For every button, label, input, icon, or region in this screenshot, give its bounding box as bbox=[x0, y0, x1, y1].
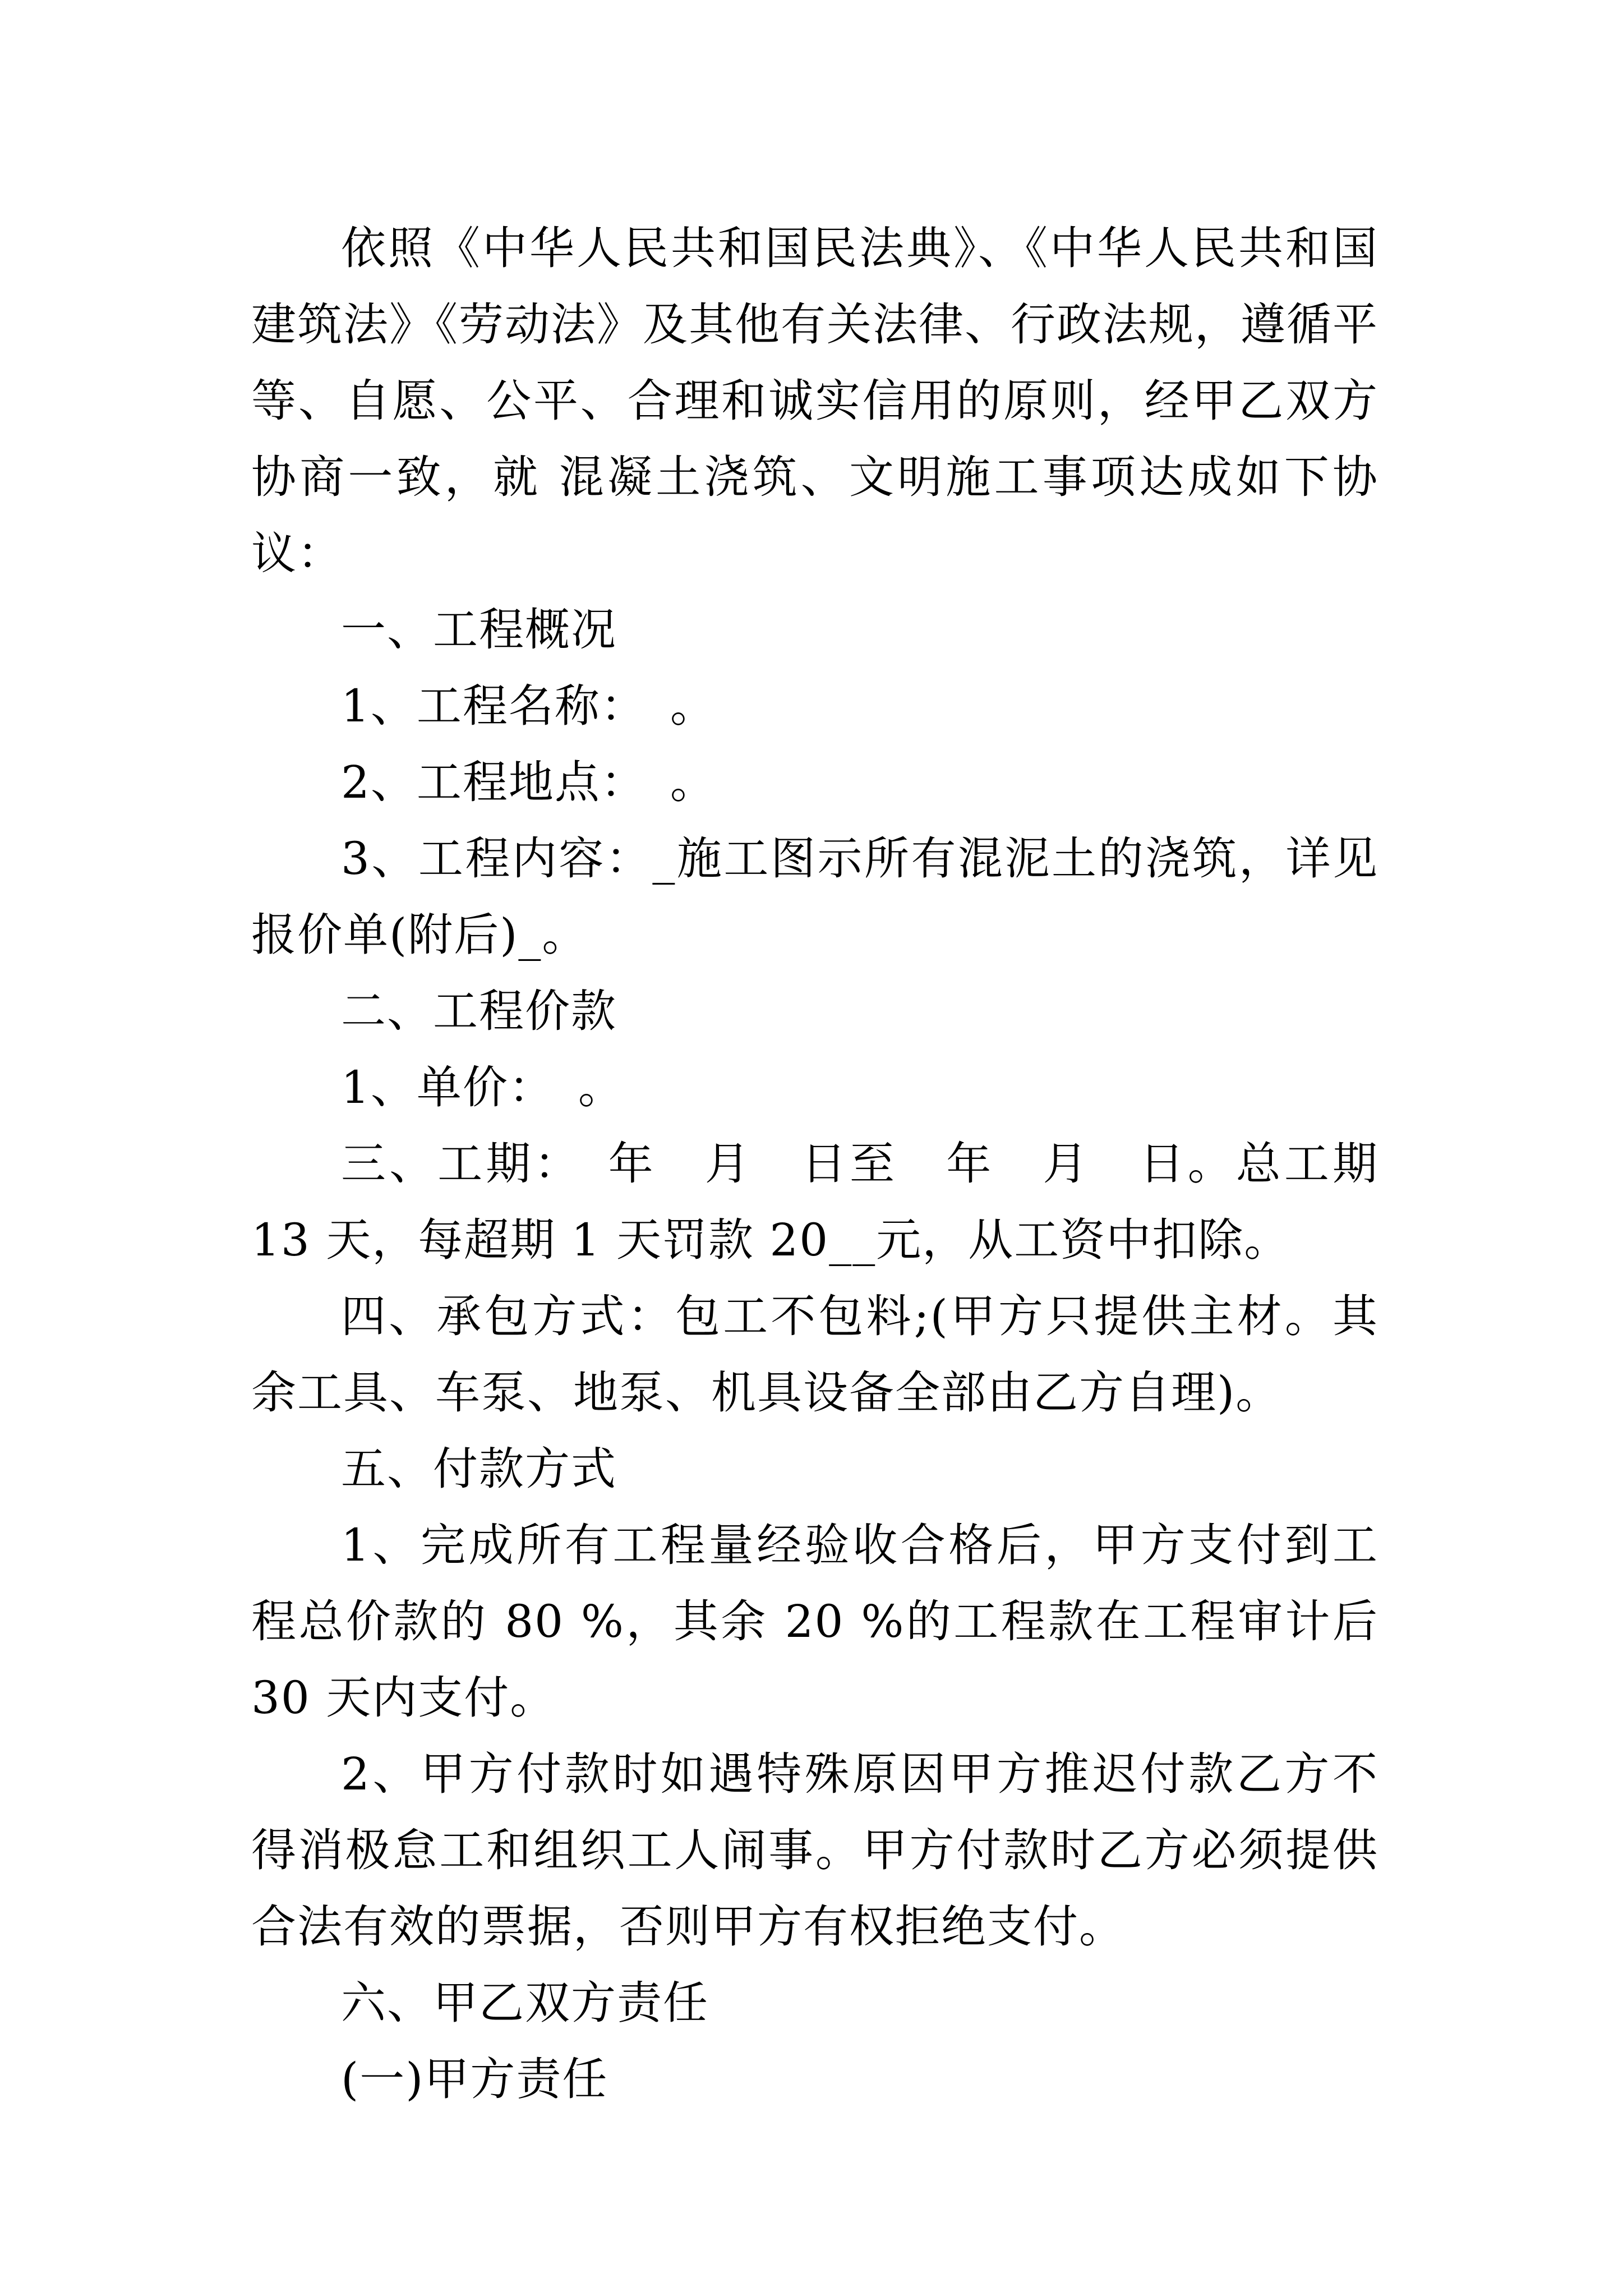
construction-period-paragraph: 三、工期： 年 月 日至 年 月 日。总工期 13 天，每超期 1 天罚款 20__元，从工资中扣除。 bbox=[251, 1138, 1378, 1266]
section-heading-payment-method: 五、付款方式 bbox=[341, 1443, 617, 1495]
unit-price-line: 1、单价： 。 bbox=[341, 1061, 624, 1114]
section-heading-project-overview: 一、工程概况 bbox=[341, 604, 617, 656]
project-location-line: 2、工程地点： 。 bbox=[341, 756, 716, 808]
project-content-line: 3、工程内容：_施工图示所有混泥土的浇筑，详见报价单(附后)_。 bbox=[251, 832, 1378, 961]
payment-clause-1: 1、完成所有工程量经验收合格后，甲方支付到工程总价款的 80 %，其余 20 %的工程款在工程审计后30 天内支付。 bbox=[251, 1519, 1378, 1724]
intro-paragraph: 依照《中华人民共和国民法典》、《中华人民共和国建筑法》《劳动法》及其他有关法律、行政法规，遵循平等、自愿、公平、合理和诚实信用的原则，经甲乙双方协商一致，就 混凝土浇筑、文明施工事项达成如下协议： bbox=[251, 222, 1378, 579]
subsection-heading-party-a: (一)甲方责任 bbox=[341, 2053, 608, 2105]
document-body bbox=[251, 210, 1378, 2118]
contract-method-paragraph: 四、承包方式：包工不包料;(甲方只提供主材。其余工具、车泵、地泵、机具设备全部由乙方自理)。 bbox=[251, 1290, 1378, 1419]
section-heading-project-price: 二、工程价款 bbox=[341, 985, 617, 1037]
project-name-line: 1、工程名称： 。 bbox=[341, 680, 716, 732]
section-heading-responsibilities: 六、甲乙双方责任 bbox=[341, 1977, 709, 2029]
payment-clause-2: 2、甲方付款时如遇特殊原因甲方推迟付款乙方不得消极怠工和组织工人闹事。甲方付款时乙方必须提供合法有效的票据，否则甲方有权拒绝支付。 bbox=[251, 1748, 1378, 1953]
